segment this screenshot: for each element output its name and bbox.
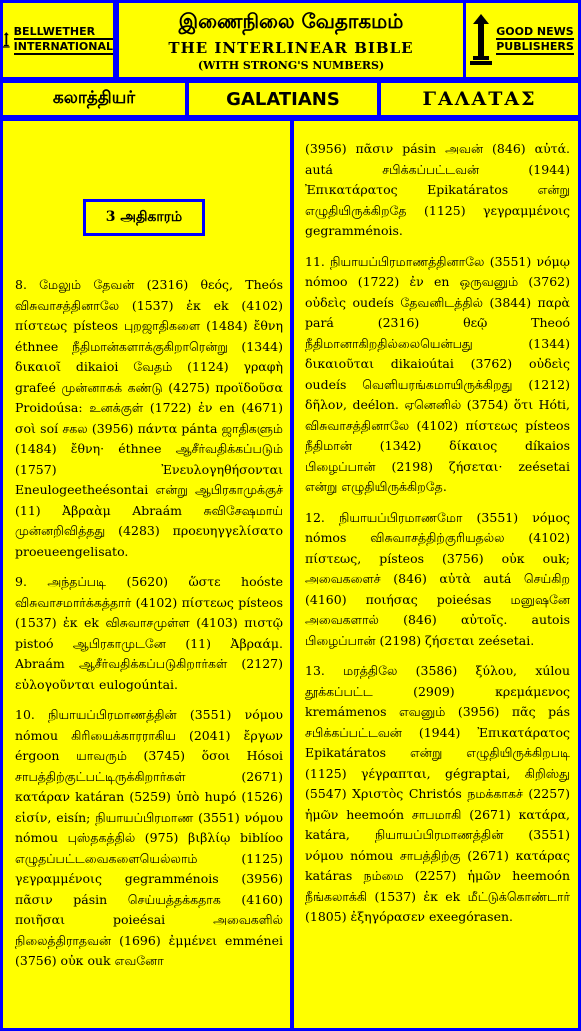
- pillar-icon: [470, 14, 492, 66]
- verse-9: 9. அந்தப்படி (5620) ὥστε hoóste விசுவாசமார்க்கத்தார் (4102) πίστεως písteos (1537) ἐκ ek விசுவாசமுள்ள (4103) πιστῷ pistoó ஆபிரகாமுடனே (11) Ἀβραάμ. Abraám ஆசீர்வதிக்கப்படுகிறார்கள் (2127) εὐλογοῦνται eulogoúntai.: [15, 574, 283, 692]
- right-text: [305, 139, 570, 938]
- good-news-logo: [463, 0, 581, 80]
- title-tamil: இணைநிலை வேதாகமம்: [178, 9, 404, 33]
- title-block: [116, 0, 466, 80]
- left-column: [0, 118, 293, 1031]
- pillar-icon: [3, 14, 10, 66]
- right-column: [291, 118, 581, 1031]
- verse-11: 11. நியாயப்பிரமாணத்தினாலே (3551) νόμῳ nómoo (1722) ἐν en ஒருவனும் (3762) οὐδεὶς oudeís தேவனிடத்தில் (3844) παρὰ pará (2316) θεῷ Theoó நீதிமானாகிறதில்லையென்பது (1344) δικαιοῦται dikaioútai (3762) οὐδεὶς oudeís வெளியரங்கமாயிருக்கிறது (1212) δῆλον, deélon. ஏனெனில் (3754) ὅτι Hóti, விசுவாசத்தினாலே (4102) πίστεως písteos நீதிமான் (1342) δίκαιος díkaios பிழைப்பான் (2198) ζήσεται· zeésetai என்று எழுதியிருக்கிறதே.: [305, 253, 570, 494]
- bellwether-logo: [0, 0, 116, 80]
- book-name-english: GALATIANS: [186, 80, 380, 118]
- left-text: [15, 275, 283, 982]
- verse-10-cont: (3956) πᾶσιν pásin அவன் (846) αὐτά. autá சபிக்கப்பட்டவன் (1944) Ἐπικατάρατος Epikatáratos என்று எழுதியிருக்கிறதே (1125) γεγραμμένοις gegramménois.: [305, 141, 570, 238]
- verse-12: 12. நியாயப்பிரமாணமோ (3551) νόμος nómos விசுவாசத்திற்குரியதல்ல (4102) πίστεως, písteos (3756) οὐκ ouk; அவைகளைச் (846) αὐτὰ autá செய்கிற (4160) ποιήσας poieésas மனுஷனே அவைகளால் (846) αὐτοῖς. autois பிழைப்பான் (2198) ζήσεται zeésetai.: [305, 509, 570, 648]
- subtitle: (WITH STRONG'S NUMBERS): [197, 59, 385, 72]
- logo-line-2: INTERNATIONAL: [13, 40, 113, 53]
- book-name-greek: ΓΑΛΑΤΑΣ: [378, 80, 581, 118]
- title-english: THE INTERLINEAR BIBLE: [168, 39, 414, 57]
- logo-line-1: BELLWETHER: [14, 25, 113, 40]
- logo-line-2: PUBLISHERS: [496, 40, 574, 53]
- verse-8: 8. மேலும் தேவன் (2316) θεός, Theós விசுவாசத்தினாலே (1537) ἐκ ek (4102) πίστεως písteos புறஜாதிகளை (1484) ἔθνη éthnee நீதிமான்களாக்குகிறாரென்று (1344) δικαιοῖ dikaioi வேதம் (1124) γραφὴ grafeé முன்னாகக் கண்டு (4275) προϊδοῦσα Proidoúsa: உனக்குள் (1722) ἐν en (4671) σοὶ soí சகல (3956) πάντα pánta ஜாதிகளும் (1484) ἔθνη· éthnee ஆசீர்வதிக்கப்படும் (1757) Ἐνευλογηθήσονται Eneulogeetheésontai என்று ஆபிரகாமுக்குச் (11) Ἀβραὰμ Abraám சுவிசேஷமாய் முன்னறிவித்தது (4283) προευηγγελίσατο proeueengelisato.: [15, 277, 283, 559]
- chapter-label: 3 அதிகாரம்: [83, 199, 205, 236]
- verse-13: 13. மரத்திலே (3586) ξύλου, xúlou தூக்கப்பட்ட (2909) κρεμάμενος kremámenos எவனும் (3956) πᾶς pás சபிக்கப்பட்டவன் (1944) Ἐπικατάρατος Epikatáratos என்று எழுதியிருக்கிறபடி (1125) γέγραπται, gégraptai, கிறிஸ்து (5547) Χριστὸς Christós நமக்காகச் (2257) ἡμῶν heemoón சாபமாகி (2671) κατάρα, katára, நியாயப்பிரமாணத்தின் (3551) νόμου nómou சாபத்திற்கு (2671) κατάρας katáras நம்மை (2257) ἡμῶν heemoón நீங்கலாக்கி (1537) ἐκ ek மீட்டுக்கொண்டார் (1805) ἐξηγόρασεν exeegórasen.: [305, 663, 570, 924]
- verse-10: 10. நியாயப்பிரமாணத்தின் (3551) νόμου nómou கிரியைக்காரராகிய (2041) ἔργων érgoon யாவரும் (3745) ὅσοι Hósoi சாபத்திற்குட்பட்டிருக்கிறார்கள் (2671) κατάραν katáran (5259) ὑπὸ hupó (1526) εἰσίν, eisín; நியாயப்பிரமாண (3551) νόμου nómou புஸ்தகத்தில் (975) βιβλίῳ biblíoo எழுதப்பட்டவைகளையெல்லாம் (1125) γεγραμμένοις gegramménois (3956) πᾶσιν pásin செய்யத்தக்கதாக (4160) ποιῆσαι poieésai அவைகளில் நிலைத்திராதவன் (1696) ἐμμένει emménei (3756) οὐκ ouk எவனோ: [15, 707, 283, 968]
- logo-line-1: GOOD NEWS: [496, 25, 574, 38]
- book-name-tamil: கலாத்தியர்: [0, 80, 188, 118]
